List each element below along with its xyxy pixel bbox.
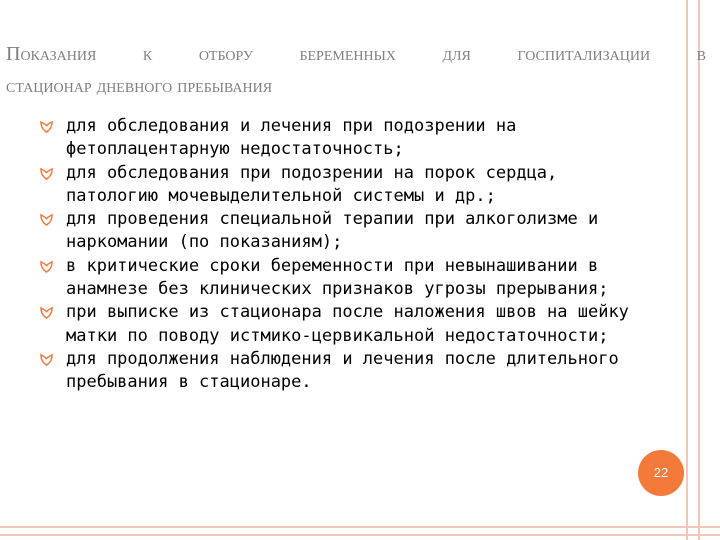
slide-title <box>6 38 706 102</box>
hollow-tulip-icon <box>40 167 53 180</box>
list-item <box>40 162 640 209</box>
bullet-text: при выписке из стационара после наложения швов на шейку матки по поводу истмико-цервикальной недостаточности; <box>66 302 629 346</box>
list-item <box>40 255 640 302</box>
list-item <box>40 301 640 348</box>
hollow-tulip-icon <box>40 260 53 273</box>
list-item <box>40 348 640 395</box>
bullet-text: для обследования и лечения при подозрении на фетоплацентарную недостаточность; <box>66 116 517 160</box>
hollow-tulip-icon <box>40 120 53 133</box>
decorative-frame-bottom <box>0 526 720 536</box>
bullet-text: в критические сроки беременности при невынашивании в анамнезе без клинических признаков угрозы прерывания; <box>66 255 609 300</box>
bullet-list <box>40 115 640 395</box>
list-item <box>40 115 640 162</box>
hollow-tulip-icon <box>40 353 53 366</box>
hollow-tulip-icon <box>40 306 53 319</box>
bullet-text: для обследования при подозрении на порок сердца, патологию мочевыделительной системы и др.; <box>66 162 558 206</box>
bullet-text: для продолжения наблюдения и лечения после длительного пребывания в стационаре. <box>66 348 619 393</box>
bullet-text: для проведения специальной терапии при алкоголизме и наркомании (по показаниям); <box>66 209 599 253</box>
slide-title-line-2: стационар дневного пребывания <box>6 75 273 97</box>
page-number-badge: 22 <box>638 450 684 496</box>
slide-title-line-1: Показания к отбору беременных для госпитализации в <box>6 43 706 65</box>
hollow-tulip-icon <box>40 213 53 226</box>
list-item <box>40 208 640 255</box>
